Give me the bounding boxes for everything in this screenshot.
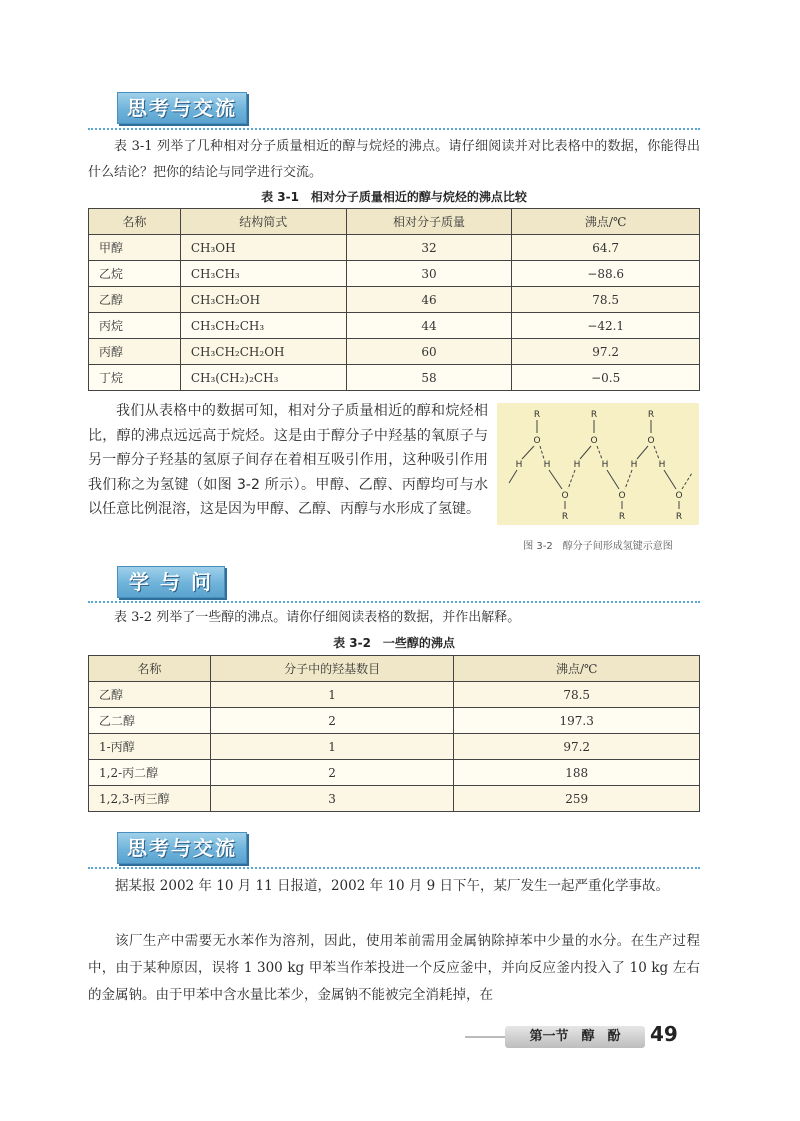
table-cell: 58 <box>346 365 512 391</box>
atom-r-label: R <box>647 410 655 420</box>
table-cell: 乙醇 <box>89 287 181 313</box>
hydrogen-bond-line <box>654 446 659 459</box>
table-row <box>89 365 700 391</box>
covalent-bond-line <box>664 470 676 489</box>
section2-intro: 表 3-2 列举了一些醇的沸点。请你仔细阅读表格的数据，并作出解释。 <box>114 610 521 625</box>
table-cell: CH₃CH₂CH₃ <box>180 313 346 339</box>
table-cell: −42.1 <box>512 313 700 339</box>
table-row <box>89 682 700 708</box>
atom-o-label: O <box>675 491 683 501</box>
atom-r-label: R <box>533 410 541 420</box>
section-divider <box>88 867 700 869</box>
covalent-bond-line <box>549 470 562 489</box>
explanation-paragraph: 我们从表格中的数据可知，相对分子质量相近的醇和烷烃相比，醇的沸点远远高于烷烃。这是由于醇分子中羟基的氧原子与另一醇分子羟基的氢原子间存在着相互吸引作用，这种吸引作用我们称之为氢键（如图 3-2 所示）。甲醇、乙醇、丙醇均可与水以任意比例混溶，这是因为甲醇、乙醇、丙醇与水形成了氢键。 <box>88 403 488 517</box>
table-row <box>89 261 700 287</box>
table-cell: CH₃(CH₂)₂CH₃ <box>180 365 346 391</box>
section-divider <box>88 601 700 603</box>
hydrogen-bond-diagram <box>497 403 699 525</box>
table-cell: 46 <box>346 287 512 313</box>
hydrogen-bond-line <box>682 473 692 489</box>
table-cell: 30 <box>346 261 512 287</box>
table-cell: 1 <box>210 734 454 760</box>
table-cell: 188 <box>454 760 700 786</box>
table-cell: 60 <box>346 339 512 365</box>
atom-o-label: O <box>647 436 655 446</box>
atom-r-label: R <box>618 512 626 522</box>
figure-caption: 图 3-2 醇分子间形成氢键示意图 <box>523 541 673 552</box>
table-cell: 乙二醇 <box>89 708 211 734</box>
table-cell: 乙醇 <box>89 682 211 708</box>
table-cell: 甲醇 <box>89 235 181 261</box>
table-cell: 97.2 <box>512 339 700 365</box>
table2-caption: 表 3-2 一些醇的沸点 <box>333 636 455 650</box>
section-banner-think-discuss: 思考与交流 <box>117 92 247 124</box>
table-header-cell: 结构简式 <box>180 209 346 235</box>
table-row <box>89 734 700 760</box>
table-cell: 丁烷 <box>89 365 181 391</box>
atom-h-label: H <box>630 460 638 470</box>
table-header-cell: 相对分子质量 <box>346 209 512 235</box>
section3-paragraph-2: 该厂生产中需要无水苯作为溶剂，因此，使用苯前需用金属钠除掉苯中少量的水分。在生产过程中，由于某种原因，误将 1 300 kg 甲苯当作苯投进一个反应釜中，并向反应釜内投入了 10 kg 左右的金属钠。由于甲苯中含水量比苯少，金属钠不能被完全消耗掉，在 <box>88 933 700 1003</box>
table-cell: 259 <box>454 786 700 812</box>
table-cell: 78.5 <box>512 287 700 313</box>
table-row <box>89 287 700 313</box>
footer-rule <box>465 1036 505 1038</box>
hydrogen-bond-line <box>540 446 544 459</box>
hydrogen-bond-figure <box>497 403 699 525</box>
section-banner-learn-ask: 学 与 问 <box>117 566 225 598</box>
covalent-bond-line <box>522 446 534 459</box>
hydrogen-bond-line <box>568 470 575 489</box>
table-cell: 乙烷 <box>89 261 181 287</box>
table-header-cell: 沸点/℃ <box>454 656 700 682</box>
atom-r-label: R <box>590 410 598 420</box>
table-cell: −88.6 <box>512 261 700 287</box>
table-cell: 2 <box>210 708 454 734</box>
atom-o-label: O <box>590 436 598 446</box>
table-header-row <box>89 656 700 682</box>
table-row <box>89 708 700 734</box>
table-cell: 丙醇 <box>89 339 181 365</box>
covalent-bond-line <box>580 446 591 459</box>
chapter-section-label: 第一节 醇 酚 <box>505 1026 645 1048</box>
page-number: 49 <box>650 1022 678 1046</box>
table-row <box>89 339 700 365</box>
table-row <box>89 313 700 339</box>
table-cell: 64.7 <box>512 235 700 261</box>
hydrogen-bond-line <box>625 470 632 489</box>
table-cell: 1-丙醇 <box>89 734 211 760</box>
atom-r-label: R <box>675 512 683 522</box>
table2 <box>88 655 700 812</box>
hydrogen-bond-line <box>597 446 602 459</box>
atom-o-label: O <box>561 491 569 501</box>
table-cell: 1,2,3-丙三醇 <box>89 786 211 812</box>
section1-intro: 表 3-1 列举了几种相对分子质量相近的醇与烷烃的沸点。请仔细阅读并对比表格中的数据，你能得出什么结论？把你的结论与同学进行交流。 <box>88 139 700 180</box>
table-cell: CH₃CH₂CH₂OH <box>180 339 346 365</box>
table-header-cell: 名称 <box>89 209 181 235</box>
table-cell: 3 <box>210 786 454 812</box>
section-divider <box>88 128 700 130</box>
section3-paragraph-1: 据某报 2002 年 10 月 11 日报道，2002 年 10 月 9 日下午，某厂发生一起严重化学事故。 <box>115 878 670 894</box>
table-cell: 1,2-丙二醇 <box>89 760 211 786</box>
table-cell: CH₃OH <box>180 235 346 261</box>
atom-o-label: O <box>533 436 541 446</box>
table-cell: 32 <box>346 235 512 261</box>
atom-h-label: H <box>573 460 581 470</box>
table-header-cell: 分子中的羟基数目 <box>210 656 454 682</box>
table-row <box>89 760 700 786</box>
table-cell: CH₃CH₂OH <box>180 287 346 313</box>
covalent-bond-line <box>607 470 619 489</box>
atom-h-label: H <box>543 460 551 470</box>
table-cell: 2 <box>210 760 454 786</box>
table-cell: 丙烷 <box>89 313 181 339</box>
table-cell: 78.5 <box>454 682 700 708</box>
table1-caption: 表 3-1 相对分子质量相近的醇与烷烃的沸点比较 <box>261 190 527 204</box>
table-cell: 197.3 <box>454 708 700 734</box>
table-header-cell: 沸点/℃ <box>512 209 700 235</box>
atom-h-label: H <box>515 460 523 470</box>
table-row <box>89 235 700 261</box>
table-header-cell: 名称 <box>89 656 211 682</box>
table1 <box>88 208 700 391</box>
atom-o-label: O <box>618 491 626 501</box>
atom-h-label: H <box>601 460 609 470</box>
table-cell: 97.2 <box>454 734 700 760</box>
covalent-bond-line <box>637 446 648 459</box>
covalent-bond-line <box>509 470 517 483</box>
table-cell: CH₃CH₃ <box>180 261 346 287</box>
table-cell: 44 <box>346 313 512 339</box>
atom-h-label: H <box>658 460 666 470</box>
table-header-row <box>89 209 700 235</box>
table-cell: −0.5 <box>512 365 700 391</box>
table-cell: 1 <box>210 682 454 708</box>
table-row <box>89 786 700 812</box>
atom-r-label: R <box>561 512 569 522</box>
section-banner-think-discuss: 思考与交流 <box>117 832 247 864</box>
